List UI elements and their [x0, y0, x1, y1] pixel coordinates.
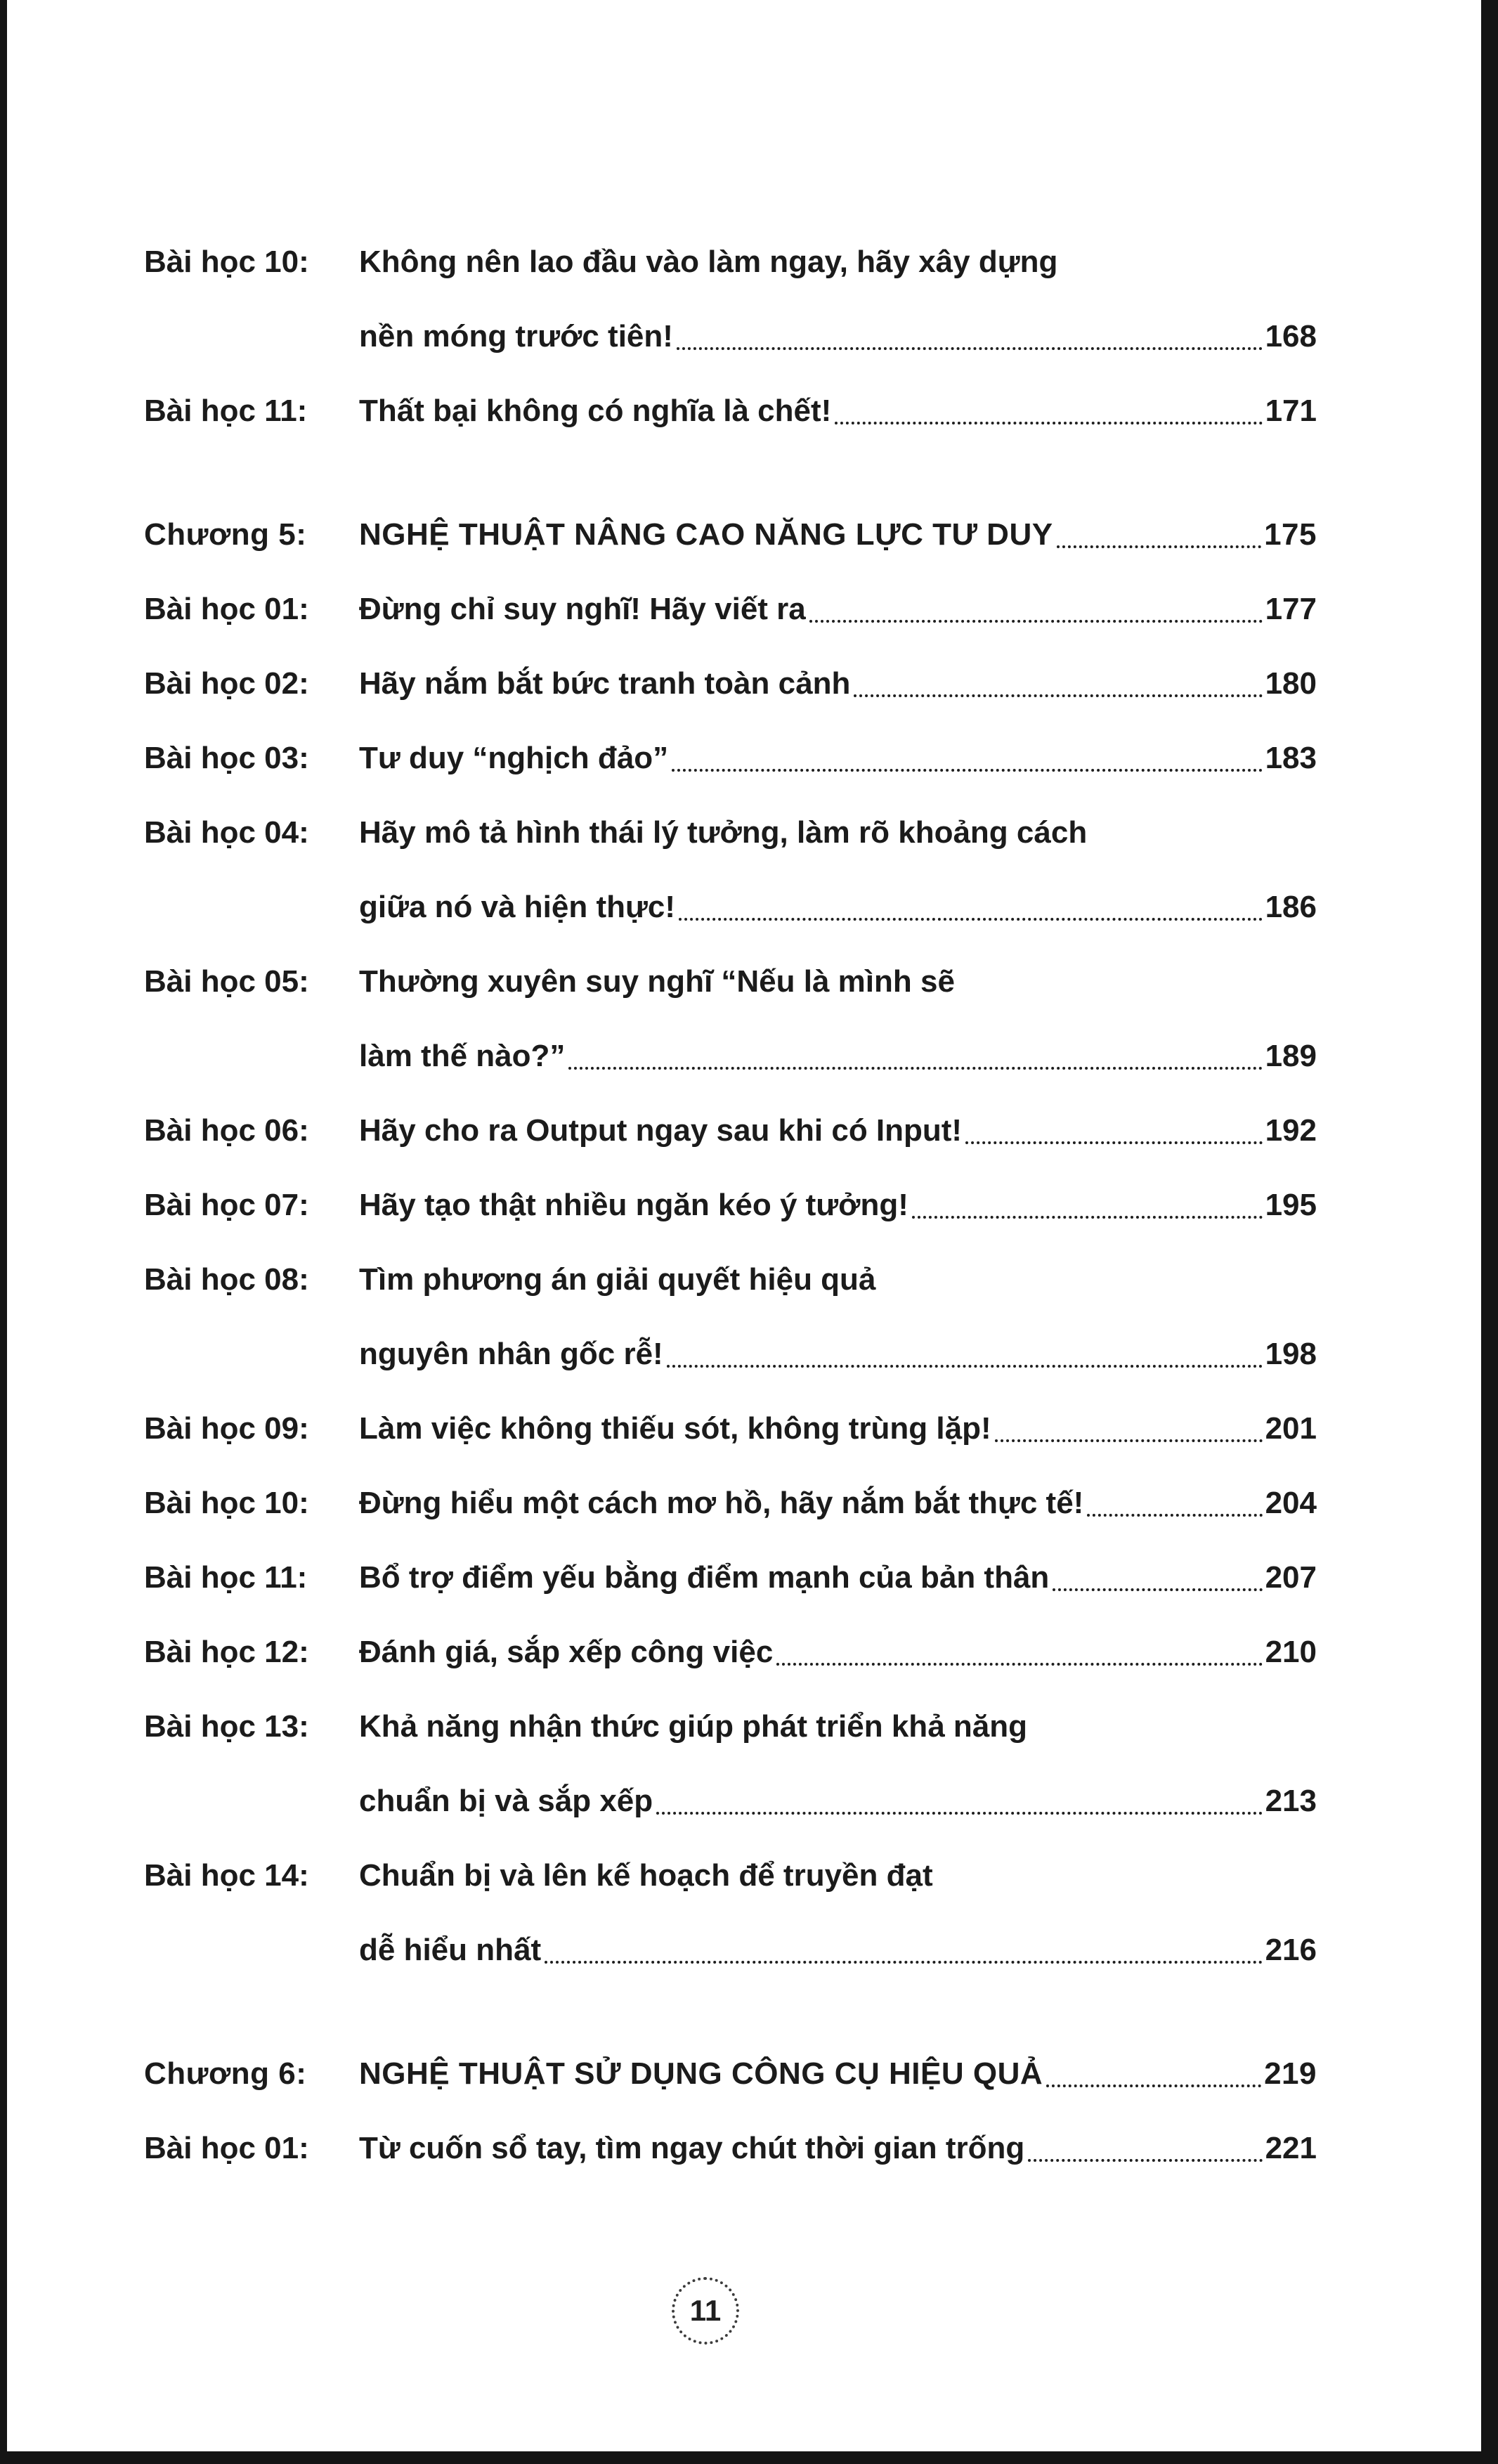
toc-entry-label: Bài học 04: — [144, 815, 309, 850]
toc-page-number: 204 — [1265, 1486, 1317, 1520]
toc-entry-body — [359, 572, 1317, 647]
toc-entry-body — [359, 2111, 1317, 2186]
dot-leader — [667, 1365, 1263, 1368]
toc-line — [359, 1243, 1317, 1317]
toc-line — [359, 870, 1317, 945]
toc-line — [359, 1615, 1317, 1690]
toc-line — [359, 2111, 1317, 2186]
dot-leader — [995, 1439, 1263, 1442]
toc-entry-label: Bài học 09: — [144, 1411, 309, 1446]
toc-entry-body — [359, 1094, 1317, 1168]
toc-entry — [144, 2037, 1317, 2111]
toc-page-number: 219 — [1264, 2056, 1317, 2091]
toc-page-number: 198 — [1265, 1337, 1317, 1371]
toc-title-text: NGHỆ THUẬT NÂNG CAO NĂNG LỰC TƯ DUY — [359, 517, 1053, 552]
toc-page-number: 175 — [1264, 517, 1317, 552]
toc-page-number: 171 — [1265, 394, 1317, 428]
toc-title-text: Đừng chỉ suy nghĩ! Hãy viết ra — [359, 592, 806, 626]
toc-entry-label: Bài học 11: — [144, 1560, 308, 1595]
toc-entry-label: Bài học 07: — [144, 1188, 309, 1222]
toc-title-text: NGHỆ THUẬT SỬ DỤNG CÔNG CỤ HIỆU QUẢ — [359, 2056, 1043, 2091]
dot-leader — [776, 1663, 1262, 1666]
toc-line — [359, 1317, 1317, 1392]
toc-page-number: 192 — [1265, 1113, 1317, 1148]
toc-entry-label: Bài học 03: — [144, 741, 309, 775]
toc-line — [359, 1168, 1317, 1243]
toc-line — [359, 1839, 1317, 1913]
toc-title-text: Tìm phương án giải quyết hiệu quả — [359, 1262, 876, 1297]
page-number-badge — [672, 2277, 739, 2345]
toc-entry — [144, 1094, 1317, 1168]
dot-leader — [965, 1141, 1262, 1144]
toc-entry — [144, 945, 1317, 1094]
page-number: 11 — [689, 2294, 722, 2327]
dot-leader — [1057, 545, 1261, 548]
toc-line — [359, 1019, 1317, 1094]
toc-entry — [144, 1615, 1317, 1690]
toc-page-number: 183 — [1265, 741, 1317, 775]
toc-entry — [144, 498, 1317, 572]
dot-leader — [835, 422, 1262, 424]
toc-entry-label: Chương 5: — [144, 517, 307, 552]
toc-entry — [144, 1168, 1317, 1243]
toc-entry — [144, 1392, 1317, 1466]
toc-entry-label: Bài học 05: — [144, 964, 309, 999]
toc-page-number: 180 — [1265, 666, 1317, 701]
toc-line — [359, 721, 1317, 796]
toc-title-text: nguyên nhân gốc rễ! — [359, 1337, 663, 1371]
toc-entry-label: Bài học 12: — [144, 1635, 309, 1669]
toc-entry-label: Bài học 02: — [144, 666, 309, 701]
toc-title-text: nền móng trước tiên! — [359, 319, 673, 354]
toc-page-number: 195 — [1265, 1188, 1317, 1222]
toc-entry-label: Chương 6: — [144, 2056, 307, 2091]
dot-leader — [1046, 2084, 1261, 2087]
toc-entry-body — [359, 498, 1317, 572]
toc-entry-label: Bài học 10: — [144, 245, 309, 279]
toc-entry-label: Bài học 08: — [144, 1262, 309, 1297]
toc-entry — [144, 796, 1317, 945]
toc-title-text: Chuẩn bị và lên kế hoạch để truyền đạt — [359, 1858, 933, 1893]
toc-line — [359, 1392, 1317, 1466]
toc-line — [359, 796, 1317, 870]
toc-entry-body — [359, 1243, 1317, 1392]
toc-entry-body — [359, 647, 1317, 721]
toc-title-text: chuẩn bị và sắp xếp — [359, 1784, 653, 1818]
toc-title-text: Thất bại không có nghĩa là chết! — [359, 394, 832, 428]
toc-line — [359, 945, 1317, 1019]
scan-edge-right — [1481, 0, 1498, 2464]
toc-line — [359, 374, 1317, 448]
toc-title-text: Làm việc không thiếu sót, không trùng lặp! — [359, 1411, 991, 1446]
toc-entry-label: Bài học 13: — [144, 1709, 309, 1744]
toc-entry-body — [359, 796, 1317, 945]
toc-page-number: 177 — [1265, 592, 1317, 626]
toc-title-text: Từ cuốn sổ tay, tìm ngay chút thời gian trống — [359, 2131, 1025, 2165]
toc-title-text: Hãy mô tả hình thái lý tưởng, làm rõ khoảng cách — [359, 815, 1088, 850]
toc-entry-body — [359, 1615, 1317, 1690]
dot-leader — [545, 1961, 1262, 1964]
toc-title-text: Không nên lao đầu vào làm ngay, hãy xây dựng — [359, 245, 1058, 279]
toc-entry-body — [359, 1466, 1317, 1541]
dot-leader — [672, 769, 1263, 772]
toc-entry-label: Bài học 10: — [144, 1486, 309, 1520]
toc-line — [359, 2037, 1317, 2111]
toc-title-text: dễ hiểu nhất — [359, 1933, 542, 1967]
toc-title-text: Bổ trợ điểm yếu bằng điểm mạnh của bản thân — [359, 1560, 1050, 1595]
scan-edge-left — [0, 0, 7, 2464]
dot-leader — [1087, 1514, 1262, 1517]
toc-entry-body — [359, 1690, 1317, 1839]
dot-leader — [656, 1812, 1262, 1815]
dot-leader — [679, 918, 1263, 921]
toc-title-text: giữa nó và hiện thực! — [359, 890, 675, 924]
toc-line — [359, 498, 1317, 572]
toc-line — [359, 1690, 1317, 1764]
toc-line — [359, 1541, 1317, 1615]
toc-page-number: 168 — [1265, 319, 1317, 354]
toc-entry-body — [359, 721, 1317, 796]
dot-leader — [1028, 2159, 1262, 2162]
toc-title-text: Hãy cho ra Output ngay sau khi có Input! — [359, 1113, 963, 1148]
dot-leader — [809, 620, 1263, 623]
toc-page-number: 221 — [1265, 2131, 1317, 2165]
toc-page-number: 207 — [1265, 1560, 1317, 1595]
toc-entry-body — [359, 374, 1317, 448]
toc-entry-label: Bài học 01: — [144, 592, 309, 626]
toc-entry — [144, 1690, 1317, 1839]
toc-line — [359, 1094, 1317, 1168]
toc-entry-label: Bài học 06: — [144, 1113, 309, 1148]
toc-line — [359, 1466, 1317, 1541]
toc-entry — [144, 1466, 1317, 1541]
toc-entry — [144, 2111, 1317, 2186]
toc-title-text: Đừng hiểu một cách mơ hồ, hãy nắm bắt thực tế! — [359, 1486, 1084, 1520]
toc-title-text: Đánh giá, sắp xếp công việc — [359, 1635, 774, 1669]
toc-title-text: Thường xuyên suy nghĩ “Nếu là mình sẽ — [359, 964, 955, 999]
toc-entry-label: Bài học 14: — [144, 1858, 309, 1893]
toc-entry — [144, 1243, 1317, 1392]
dot-leader — [854, 694, 1262, 697]
toc-page-number: 201 — [1265, 1411, 1317, 1446]
toc-entry-body — [359, 2037, 1317, 2111]
scan-edge-bottom — [0, 2451, 1498, 2464]
toc-line — [359, 225, 1317, 299]
toc-page-number: 189 — [1265, 1039, 1317, 1073]
toc-entry — [144, 225, 1317, 374]
toc-entry-body — [359, 1168, 1317, 1243]
toc-line — [359, 1913, 1317, 1988]
toc-title-text: làm thế nào?” — [359, 1039, 566, 1073]
toc-title-text: Khả năng nhận thức giúp phát triển khả năng — [359, 1709, 1027, 1744]
toc-page-number: 213 — [1265, 1784, 1317, 1818]
toc-entry — [144, 721, 1317, 796]
toc-line — [359, 647, 1317, 721]
toc-line — [359, 299, 1317, 374]
toc-title-text: Tư duy “nghịch đảo” — [359, 741, 669, 775]
dot-leader — [912, 1216, 1263, 1219]
toc-entry-label: Bài học 11: — [144, 394, 308, 428]
toc-line — [359, 572, 1317, 647]
toc-page-number: 210 — [1265, 1635, 1317, 1669]
toc-entry — [144, 647, 1317, 721]
toc-entry-body — [359, 1839, 1317, 1988]
toc-entry — [144, 572, 1317, 647]
toc-line — [359, 1764, 1317, 1839]
toc-entry-body — [359, 1541, 1317, 1615]
dot-leader — [1053, 1588, 1262, 1591]
dot-leader — [568, 1067, 1262, 1070]
toc-entry — [144, 1839, 1317, 1988]
toc-entry-body — [359, 1392, 1317, 1466]
dot-leader — [677, 347, 1263, 350]
toc-page-number: 186 — [1265, 890, 1317, 924]
toc-entry-label: Bài học 01: — [144, 2131, 309, 2165]
toc-entry — [144, 1541, 1317, 1615]
toc-title-text: Hãy nắm bắt bức tranh toàn cảnh — [359, 666, 851, 701]
toc-list — [144, 225, 1317, 2186]
toc-entry — [144, 374, 1317, 448]
toc-entry-body — [359, 945, 1317, 1094]
toc-page-number: 216 — [1265, 1933, 1317, 1967]
toc-title-text: Hãy tạo thật nhiều ngăn kéo ý tưởng! — [359, 1188, 908, 1222]
toc-entry-body — [359, 225, 1317, 374]
